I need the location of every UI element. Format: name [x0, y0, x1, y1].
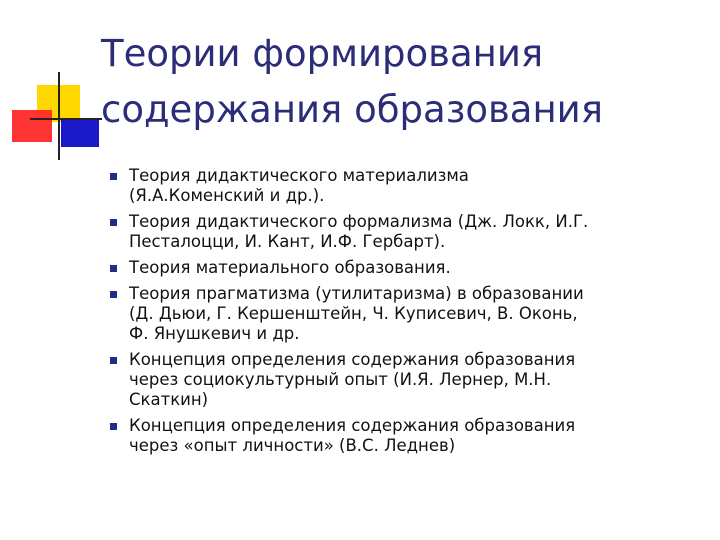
bullet-item — [110, 212, 700, 252]
bullet-text — [129, 258, 700, 278]
slide-title — [101, 26, 711, 138]
bullet-item — [110, 166, 700, 206]
decorative-squares-ornament — [0, 0, 110, 170]
bullet-item — [110, 284, 700, 344]
bullet-line: Концепция определения содержания образования — [129, 350, 576, 369]
bullet-line: Теория дидактического материализма — [129, 166, 469, 185]
bullet-line: Теория дидактического формализма (Дж. Локк, И.Г. — [129, 212, 589, 231]
bullet-item — [110, 258, 700, 278]
bullet-line: Теория материального образования. — [129, 258, 451, 277]
bullet-text — [129, 416, 700, 456]
bullet-line: Концепция определения содержания образования — [129, 416, 576, 435]
bullet-list — [110, 166, 700, 462]
square-bullet-icon — [110, 219, 117, 226]
bullet-text — [129, 166, 700, 206]
square-bullet-icon — [110, 423, 117, 430]
bullet-line: через социокультурный опыт (И.Я. Лернер, М.Н. — [129, 370, 552, 389]
bullet-text — [129, 212, 700, 252]
slide-title-line-2: содержания образования — [101, 88, 603, 131]
bullet-line: Теория прагматизма (утилитаризма) в образовании — [129, 284, 584, 303]
bullet-text — [129, 284, 700, 344]
bullet-line: Песталоцци, И. Кант, И.Ф. Гербарт). — [129, 232, 446, 251]
square-bullet-icon — [110, 357, 117, 364]
bullet-line: (Д. Дьюи, Г. Кершенштейн, Ч. Куписевич, В. Оконь, — [129, 304, 578, 323]
bullet-item — [110, 350, 700, 410]
square-bullet-icon — [110, 173, 117, 180]
bullet-line: (Я.А.Коменский и др.). — [129, 186, 325, 205]
square-bullet-icon — [110, 291, 117, 298]
bullet-line: Ф. Янушкевич и др. — [129, 324, 300, 343]
square-bullet-icon — [110, 265, 117, 272]
horizontal-line — [30, 118, 102, 120]
bullet-line: через «опыт личности» (В.С. Леднев) — [129, 436, 456, 455]
bullet-line: Скаткин) — [129, 390, 209, 409]
bullet-item — [110, 416, 700, 456]
slide-title-line-1: Теории формирования — [101, 32, 544, 75]
blue-square — [61, 119, 99, 147]
vertical-line — [58, 72, 60, 160]
red-square — [12, 110, 52, 142]
bullet-text — [129, 350, 700, 410]
